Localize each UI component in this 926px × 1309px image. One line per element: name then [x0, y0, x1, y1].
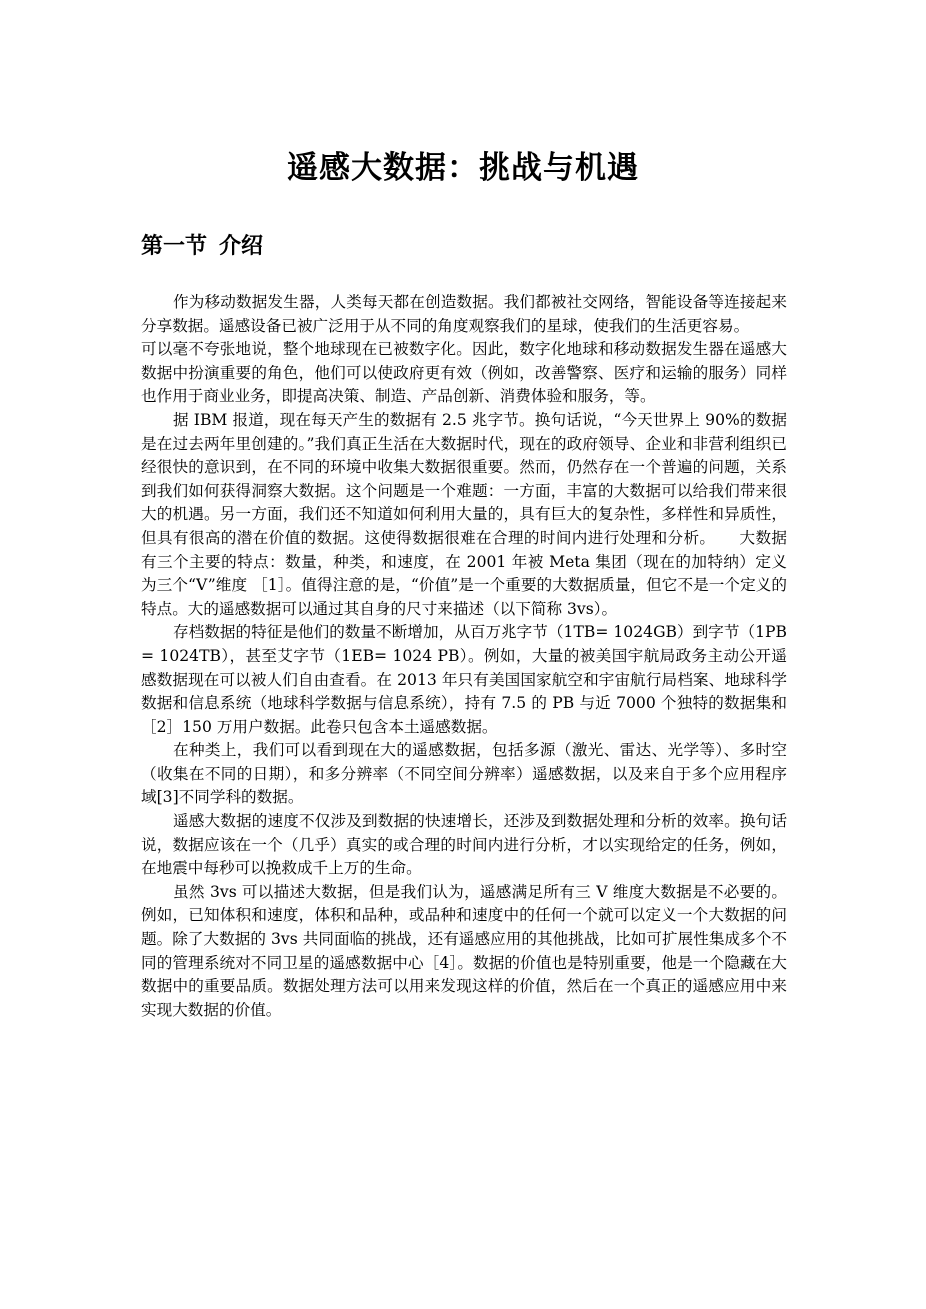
- paragraph: 作为移动数据发生器，人类每天都在创造数据。我们都被社交网络，智能设备等连接起来分享数据。遥感设备已被广泛用于从不同的角度观察我们的星球，使我们的生活更容易。: [141, 293, 787, 335]
- paragraph: 在种类上，我们可以看到现在大的遥感数据，包括多源（激光、雷达、光学等）、多时空（收集在不同的日期），和多分辨率（不同空间分辨率）遥感数据，以及来自于多个应用程序域[3]不同学科的数据。: [141, 741, 787, 807]
- section-number: 第一节: [141, 234, 208, 259]
- paragraph: 遥感大数据的速度不仅涉及到数据的快速增长，还涉及到数据处理和分析的效率。换句话说，数据应该在一个（几乎）真实的或合理的时间内进行分析，才以实现给定的任务，例如，在地震中每秒可以挽救成千上万的生命。: [141, 812, 787, 878]
- section-heading: [141, 232, 263, 262]
- paragraph: 可以毫不夸张地说，整个地球现在已被数字化。因此，数字化地球和移动数据发生器在遥感大数据中扮演重要的角色，他们可以使政府更有效（例如，改善警察、医疗和运输的服务）同样也作用于商业业务，即提高决策、制造、产品创新、消费体验和服务，等。: [141, 340, 787, 406]
- section-name: 介绍: [219, 234, 264, 259]
- paragraph: 存档数据的特征是他们的数量不断增加，从百万兆字节（1TB= 1024GB）到字节（1PB = 1024TB），甚至艾字节（1EB= 1024 PB）。例如，大量的被美国宇航局政务主动公开遥感数据现在可以被人们自由查看。在 2013 年只有美国国家航空和宇宙航行局档案、地球科学数据和信息系统（地球科学数据与信息系统），持有 7.5 的 PB 与近 7000 个独特的数据集和 ［2］150 万用户数据。此卷只包含本土遥感数据。: [141, 623, 787, 736]
- document-title: 遥感大数据：挑战与机遇: [287, 150, 639, 186]
- paragraph: 虽然 3vs 可以描述大数据，但是我们认为，遥感满足所有三 V 维度大数据是不必要的。例如，已知体积和速度，体积和品种，或品种和速度中的任何一个就可以定义一个大数据的问题。除了大数据的 3vs 共同面临的挑战，还有遥感应用的其他挑战，比如可扩展性集成多个不同的管理系统对不同卫星的遥感数据中心［4］。数据的价值也是特别重要，他是一个隐藏在大数据中的重要品质。数据处理方法可以用来发现这样的价值，然后在一个真正的遥感应用中来实现大数据的价值。: [141, 882, 787, 1019]
- paragraph: 据 IBM 报道，现在每天产生的数据有 2.5 兆字节。换句话说，“今天世界上 90%的数据是在过去两年里创建的。”我们真正生活在大数据时代，现在的政府领导、企业和非营利组织已经很快的意识到，在不同的环境中收集大数据很重要。然而，仍然存在一个普遍的问题，关系到我们如何获得洞察大数据。这个问题是一个难题：一方面，丰富的大数据可以给我们带来很大的机遇。另一方面，我们还不知道如何利用大量的，具有巨大的复杂性，多样性和异质性，但具有很高的潜在价值的数据。这使得数据很难在合理的时间内进行处理和分析。 大数据有三个主要的特点：数量，种类，和速度，在 2001 年被 Meta 集团（现在的加特纳）定义为三个“V”维度 ［1］。值得注意的是，“价值”是一个重要的大数据质量，但它不是一个定义的特点。大的遥感数据可以通过其自身的尺寸来描述（以下简称 3vs）。: [141, 410, 787, 618]
- body-text: [141, 291, 787, 1022]
